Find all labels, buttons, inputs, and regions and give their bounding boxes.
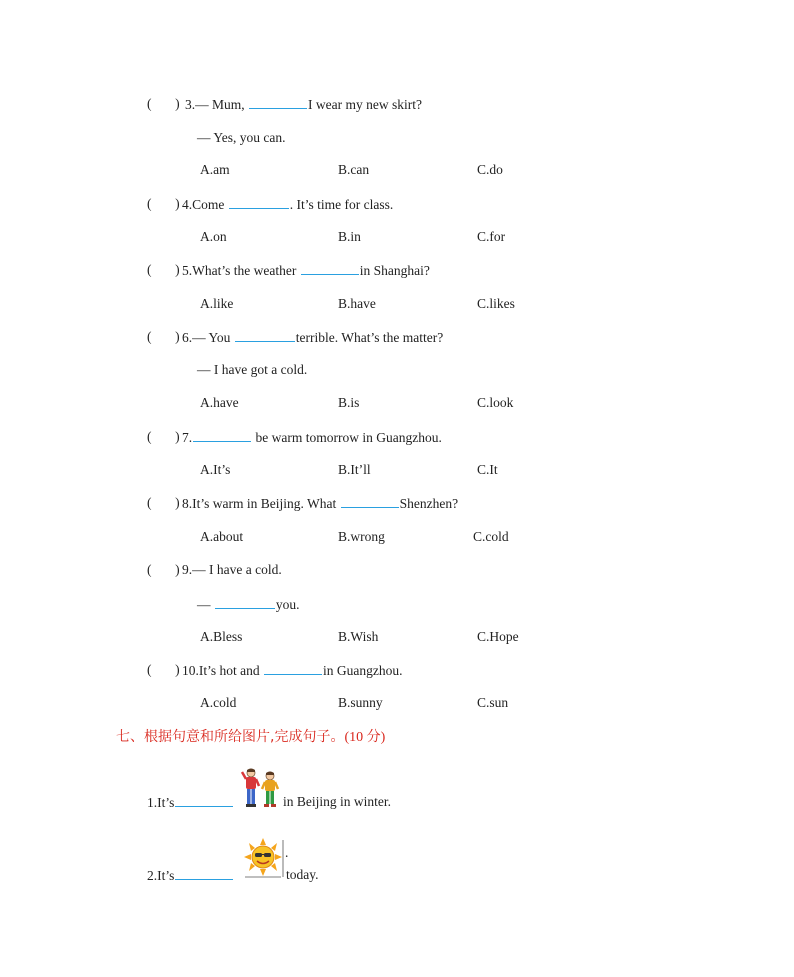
- answer-blank[interactable]: [175, 793, 233, 807]
- answer-paren: ( ): [147, 262, 180, 277]
- option-a: A.cold: [200, 695, 237, 710]
- answer-blank[interactable]: [235, 328, 295, 342]
- answer-paren: ( ): [147, 96, 180, 111]
- option-b: B.It’ll: [338, 462, 371, 477]
- answer-paren: ( ): [147, 562, 180, 577]
- reply-line: — Yes, you can.: [197, 130, 286, 145]
- option-c: C.cold: [473, 529, 509, 544]
- reply-line: — I have got a cold.: [197, 362, 308, 377]
- section-title: 七、根据句意和所给图片,完成句子。: [116, 729, 345, 745]
- option-a: A.on: [200, 229, 227, 244]
- option-a: A.have: [200, 395, 239, 410]
- cold-people-icon: [240, 768, 282, 808]
- fill-item-2-dot: .: [285, 845, 289, 860]
- answer-blank[interactable]: [215, 595, 275, 609]
- option-b: B.have: [338, 296, 376, 311]
- option-a: A.about: [200, 529, 244, 544]
- option-b: B.Wish: [338, 629, 379, 644]
- option-c: C.It: [477, 462, 498, 477]
- option-a: A.am: [200, 162, 230, 177]
- option-c: C.likes: [477, 296, 515, 311]
- option-a: A.Bless: [200, 629, 243, 644]
- fill-item-2: 2.It’s: [147, 866, 234, 885]
- answer-blank[interactable]: [341, 494, 399, 508]
- option-a: A.It’s: [200, 462, 231, 477]
- answer-paren: ( ): [147, 662, 180, 677]
- option-c: C.Hope: [477, 629, 519, 644]
- answer-paren: ( ): [147, 495, 180, 510]
- answer-blank[interactable]: [264, 661, 322, 675]
- option-c: C.sun: [477, 695, 509, 710]
- reply-line: — you.: [197, 597, 300, 612]
- answer-blank[interactable]: [301, 261, 359, 275]
- option-a: A.like: [200, 296, 234, 311]
- option-b: B.in: [338, 229, 361, 244]
- section-7-heading: [116, 726, 385, 746]
- fill-item-2-rest: today.: [286, 867, 319, 882]
- option-c: C.do: [477, 162, 503, 177]
- option-b: B.is: [338, 395, 360, 410]
- answer-blank[interactable]: [229, 195, 289, 209]
- option-b: B.sunny: [338, 695, 383, 710]
- answer-blank[interactable]: [193, 428, 251, 442]
- answer-paren: ( ): [147, 196, 180, 211]
- answer-paren: ( ): [147, 429, 180, 444]
- option-b: B.can: [338, 162, 370, 177]
- answer-paren: ( ): [147, 329, 180, 344]
- option-c: C.for: [477, 229, 506, 244]
- option-b: B.wrong: [338, 529, 385, 544]
- option-c: C.look: [477, 395, 514, 410]
- sun-icon: [243, 838, 285, 878]
- answer-blank[interactable]: [249, 95, 307, 109]
- fill-item-1-rest: in Beijing in winter.: [283, 794, 391, 809]
- section-points: (10 分): [344, 730, 386, 745]
- fill-item-1: 1.It’s: [147, 793, 234, 812]
- answer-blank[interactable]: [175, 866, 233, 880]
